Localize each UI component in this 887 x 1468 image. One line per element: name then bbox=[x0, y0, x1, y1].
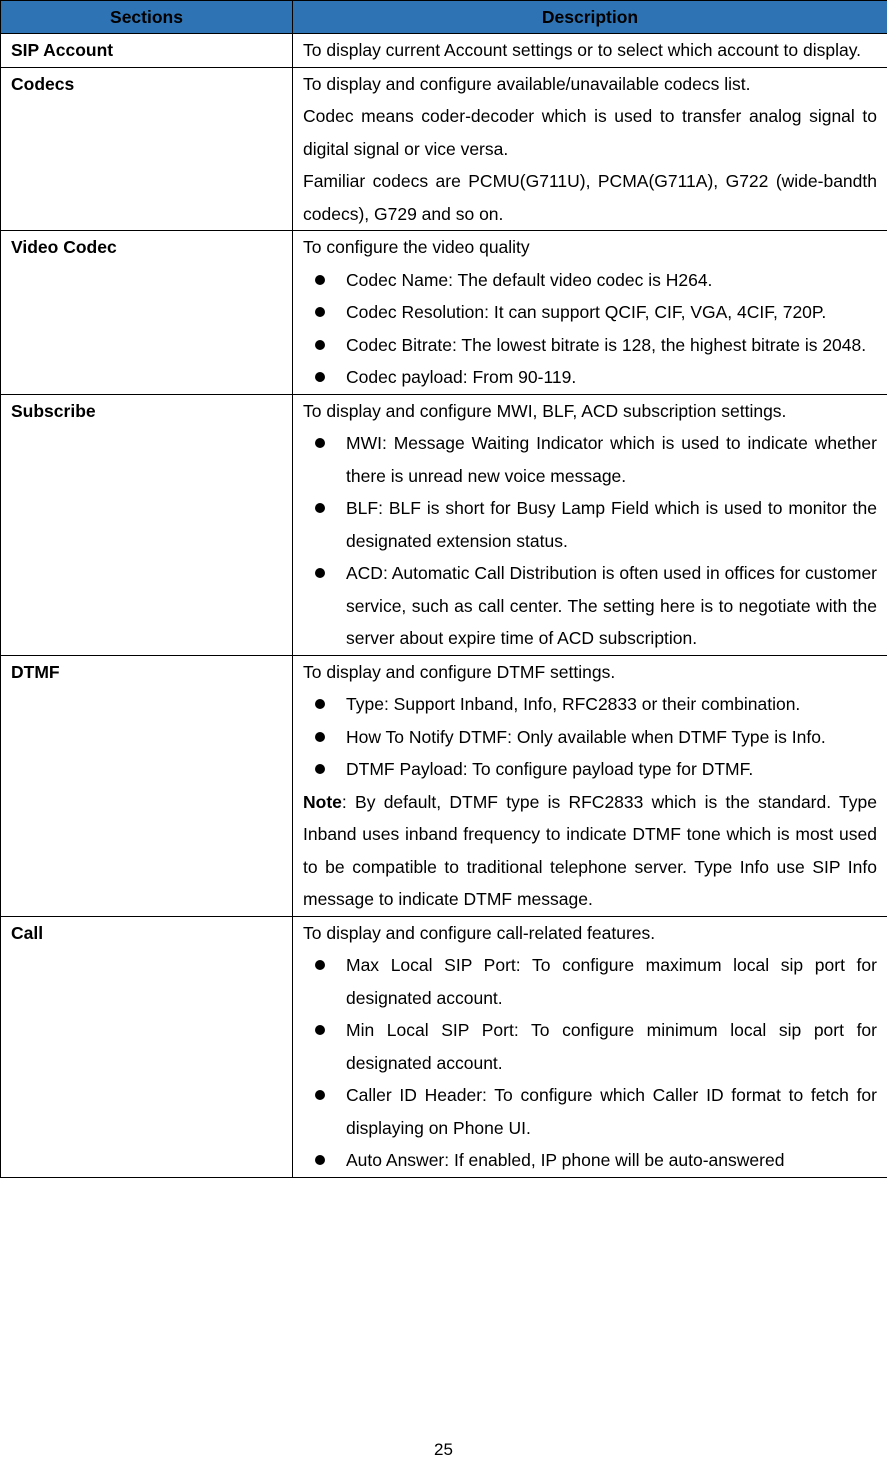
section-name-sip-account: SIP Account bbox=[1, 34, 293, 68]
section-name-subscribe: Subscribe bbox=[1, 394, 293, 655]
description-subscribe bbox=[293, 394, 887, 655]
table-row bbox=[1, 231, 887, 395]
list-item bbox=[303, 329, 877, 362]
table-row bbox=[1, 34, 887, 68]
description-intro: To configure the video quality bbox=[303, 237, 530, 257]
bullet-icon bbox=[315, 340, 325, 350]
table-row bbox=[1, 394, 887, 655]
description-paragraph: Codec means coder-decoder which is used to transfer analog signal to digital signal or vice versa. bbox=[303, 106, 877, 159]
list-item bbox=[303, 721, 877, 754]
bullet-icon bbox=[315, 699, 325, 709]
list-item bbox=[303, 492, 877, 557]
bullet-list bbox=[303, 688, 877, 786]
column-header-sections: Sections bbox=[1, 1, 293, 34]
note-label: Note bbox=[303, 791, 342, 812]
bullet-icon bbox=[315, 568, 325, 578]
list-item-text: Type: Support Inband, Info, RFC2833 or their combination. bbox=[346, 694, 801, 714]
page-number: 25 bbox=[434, 1440, 453, 1459]
description-video-codec bbox=[293, 231, 887, 395]
list-item-text: Auto Answer: If enabled, IP phone will be auto-answered bbox=[346, 1150, 785, 1170]
list-item-text: Codec Resolution: It can support QCIF, CIF, VGA, 4CIF, 720P. bbox=[346, 302, 827, 322]
table-row bbox=[1, 655, 887, 916]
note-paragraph bbox=[303, 786, 877, 916]
list-item bbox=[303, 427, 877, 492]
bullet-icon bbox=[315, 1155, 325, 1165]
section-name-call: Call bbox=[1, 916, 293, 1177]
column-header-description: Description bbox=[293, 1, 887, 34]
description-intro: To display and configure DTMF settings. bbox=[303, 661, 616, 682]
bullet-icon bbox=[315, 764, 325, 774]
description-intro: To display and configure call-related features. bbox=[303, 922, 656, 943]
bullet-icon bbox=[315, 1025, 325, 1035]
list-item-text: Max Local SIP Port: To configure maximum local sip port for designated account. bbox=[346, 955, 877, 1008]
bullet-list bbox=[303, 264, 877, 394]
bullet-icon bbox=[315, 960, 325, 970]
list-item-text: Codec Bitrate: The lowest bitrate is 128, the highest bitrate is 2048. bbox=[346, 334, 867, 355]
list-item-text: ACD: Automatic Call Distribution is often used in offices for customer service, such as call center. The setting here is to negotiate with the server about expire time of ACD subscription. bbox=[346, 563, 877, 648]
bullet-icon bbox=[315, 1090, 325, 1100]
list-item-text: Min Local SIP Port: To configure minimum local sip port for designated account. bbox=[346, 1020, 877, 1073]
bullet-list bbox=[303, 427, 877, 655]
list-item bbox=[303, 1144, 877, 1177]
table-row bbox=[1, 67, 887, 231]
list-item bbox=[303, 949, 877, 1014]
list-item bbox=[303, 557, 877, 655]
list-item-text: Codec payload: From 90-119. bbox=[346, 367, 577, 387]
description-call bbox=[293, 916, 887, 1177]
list-item-text: Codec Name: The default video codec is H264. bbox=[346, 269, 713, 290]
description-sip-account bbox=[293, 34, 887, 68]
bullet-icon bbox=[315, 307, 325, 317]
table-header-row bbox=[1, 1, 887, 34]
list-item bbox=[303, 753, 877, 786]
bullet-list bbox=[303, 949, 877, 1177]
description-dtmf bbox=[293, 655, 887, 916]
bullet-icon bbox=[315, 503, 325, 513]
description-intro: To display current Account settings or to select which account to display. bbox=[303, 40, 862, 60]
note-text: : By default, DTMF type is RFC2833 which is the standard. Type Inband uses inband frequency to indicate DTMF tone which is most used to be compatible to traditional telephone server. Type Info use SIP Info message to indicate DTMF message. bbox=[303, 791, 877, 909]
list-item bbox=[303, 296, 877, 329]
section-name-dtmf: DTMF bbox=[1, 655, 293, 916]
list-item bbox=[303, 688, 877, 721]
section-name-codecs: Codecs bbox=[1, 67, 293, 231]
description-intro: To display and configure MWI, BLF, ACD subscription settings. bbox=[303, 400, 787, 421]
list-item-text: BLF: BLF is short for Busy Lamp Field which is used to monitor the designated extension status. bbox=[346, 498, 877, 551]
description-paragraph: Familiar codecs are PCMU(G711U), PCMA(G711A), G722 (wide-bandth codecs), G729 and so on. bbox=[303, 171, 877, 224]
description-paragraph: To display and configure available/unavailable codecs list. bbox=[303, 73, 751, 94]
list-item-text: DTMF Payload: To configure payload type for DTMF. bbox=[346, 759, 754, 779]
section-name-video-codec: Video Codec bbox=[1, 231, 293, 395]
list-item bbox=[303, 1014, 877, 1079]
bullet-icon bbox=[315, 275, 325, 285]
description-codecs bbox=[293, 67, 887, 231]
list-item-text: Caller ID Header: To configure which Caller ID format to fetch for displaying on Phone UI. bbox=[346, 1085, 877, 1138]
table-row bbox=[1, 916, 887, 1177]
list-item-text: How To Notify DTMF: Only available when DTMF Type is Info. bbox=[346, 726, 826, 747]
bullet-icon bbox=[315, 732, 325, 742]
list-item-text: MWI: Message Waiting Indicator which is used to indicate whether there is unread new voice message. bbox=[346, 433, 877, 486]
list-item bbox=[303, 264, 877, 297]
bullet-icon bbox=[315, 372, 325, 382]
bullet-icon bbox=[315, 438, 325, 448]
list-item bbox=[303, 1079, 877, 1144]
list-item bbox=[303, 361, 877, 394]
